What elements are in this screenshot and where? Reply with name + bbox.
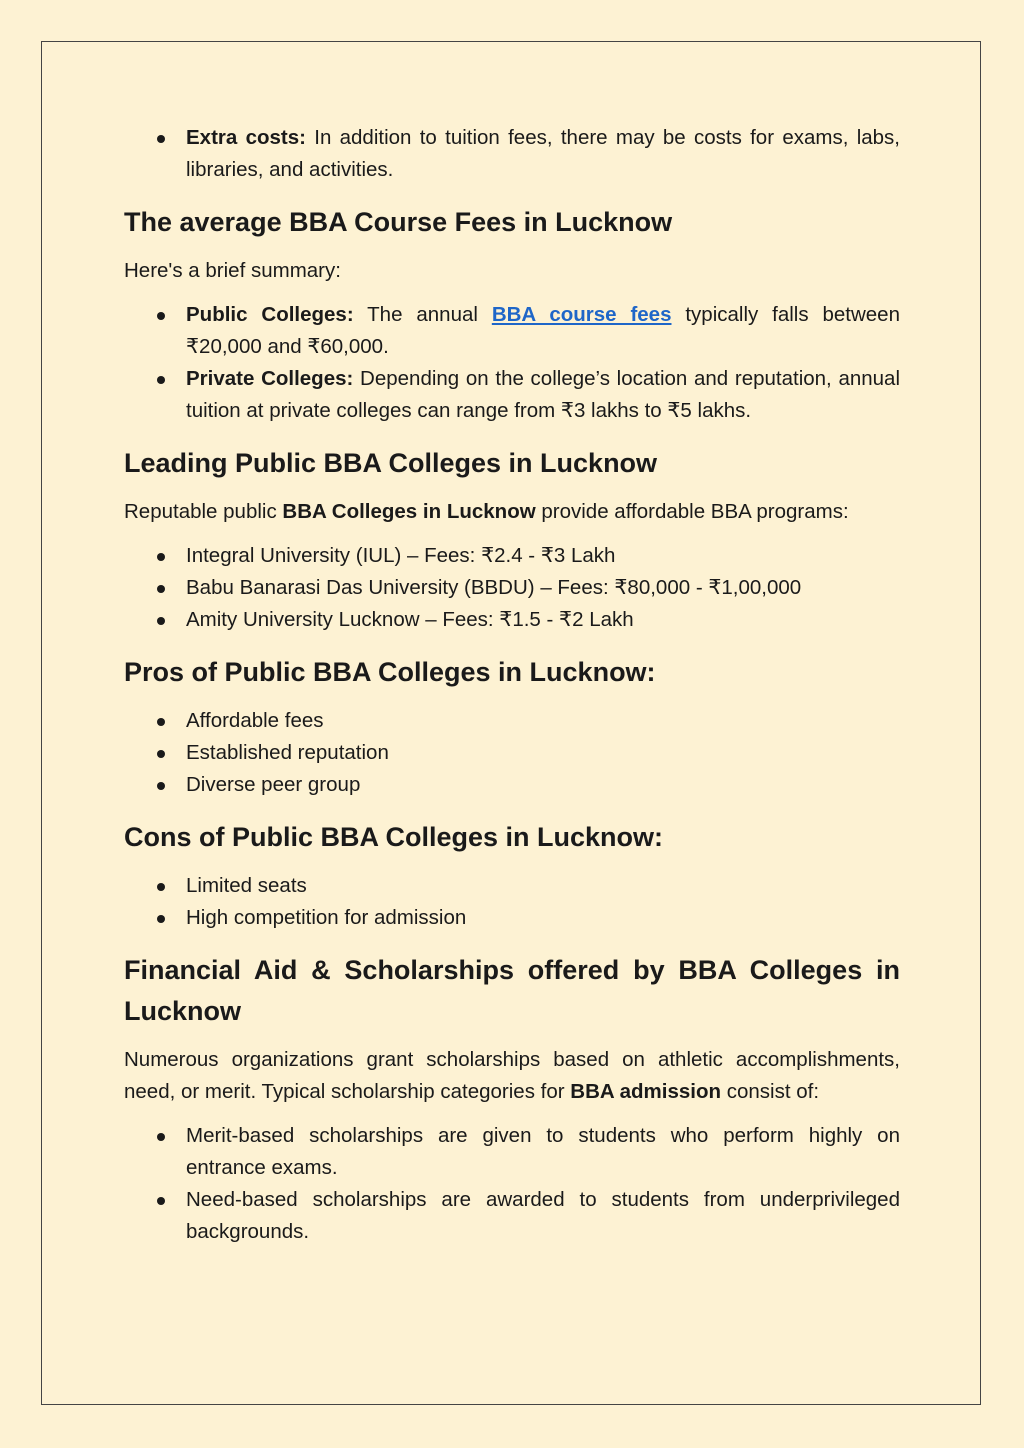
aid-intro-pre: Numerous organizations grant scholarships based on athletic accomplishments, need, or merit. Typical scholarship categories for	[124, 1048, 900, 1103]
list-item: Amity University Lucknow – Fees: ₹1.5 - ₹2 Lakh	[124, 604, 900, 636]
public-text-pre: The annual	[353, 303, 492, 326]
public-colleges-label: Public Colleges:	[186, 303, 354, 326]
list-item: Need-based scholarships are awarded to students from underprivileged backgrounds.	[124, 1184, 900, 1248]
aid-intro-post: consist of:	[721, 1080, 820, 1103]
list-item: Affordable fees	[124, 705, 900, 737]
leading-colleges-list	[124, 540, 900, 636]
public-text-post: typically falls between ₹20,000 and ₹60,000.	[186, 303, 900, 358]
aid-intro	[124, 1044, 900, 1108]
list-item: Integral University (IUL) – Fees: ₹2.4 - ₹3 Lakh	[124, 540, 900, 572]
private-colleges-label: Private Colleges:	[186, 367, 354, 390]
list-item: Limited seats	[124, 870, 900, 902]
list-item	[124, 122, 900, 186]
extra-costs-text: In addition to tuition fees, there may be costs for exams, labs, libraries, and activities.	[186, 126, 900, 181]
scholarship-list	[124, 1120, 900, 1248]
section-heading-average-fees: The average BBA Course Fees in Lucknow	[124, 207, 673, 237]
intro-bullet-list	[124, 122, 900, 186]
cons-list	[124, 870, 900, 934]
pros-list	[124, 705, 900, 801]
document-content	[124, 122, 900, 1248]
list-item: High competition for admission	[124, 902, 900, 934]
list-item: Established reputation	[124, 737, 900, 769]
list-item-public	[124, 299, 900, 363]
list-item: Merit-based scholarships are given to students who perform highly on entrance exams.	[124, 1120, 900, 1184]
bba-course-fees-link[interactable]: BBA course fees	[491, 303, 672, 326]
list-item: Diverse peer group	[124, 769, 900, 801]
aid-intro-bold: BBA admission	[570, 1080, 722, 1103]
fees-summary-list	[124, 299, 900, 427]
section-heading-leading-colleges: Leading Public BBA Colleges in Lucknow	[124, 448, 658, 478]
private-text: Depending on the college’s location and reputation, annual tuition at private colleges can range from ₹3 lakhs to ₹5 lakhs.	[186, 367, 900, 422]
leading-intro	[124, 496, 900, 528]
section-heading-cons: Cons of Public BBA Colleges in Lucknow:	[124, 822, 664, 852]
leading-intro-pre: Reputable public	[124, 500, 283, 523]
extra-costs-label: Extra costs:	[186, 126, 306, 149]
section-heading-financial-aid: Financial Aid & Scholarships offered by BBA Colleges in Lucknow	[124, 955, 900, 1026]
list-item-private	[124, 363, 900, 427]
list-item: Babu Banarasi Das University (BBDU) – Fees: ₹80,000 - ₹1,00,000	[124, 572, 900, 604]
section-heading-pros: Pros of Public BBA Colleges in Lucknow:	[124, 657, 656, 687]
leading-intro-post: provide affordable BBA programs:	[535, 500, 849, 523]
summary-intro: Here's a brief summary:	[124, 259, 341, 282]
leading-intro-bold: BBA Colleges in Lucknow	[282, 500, 536, 523]
